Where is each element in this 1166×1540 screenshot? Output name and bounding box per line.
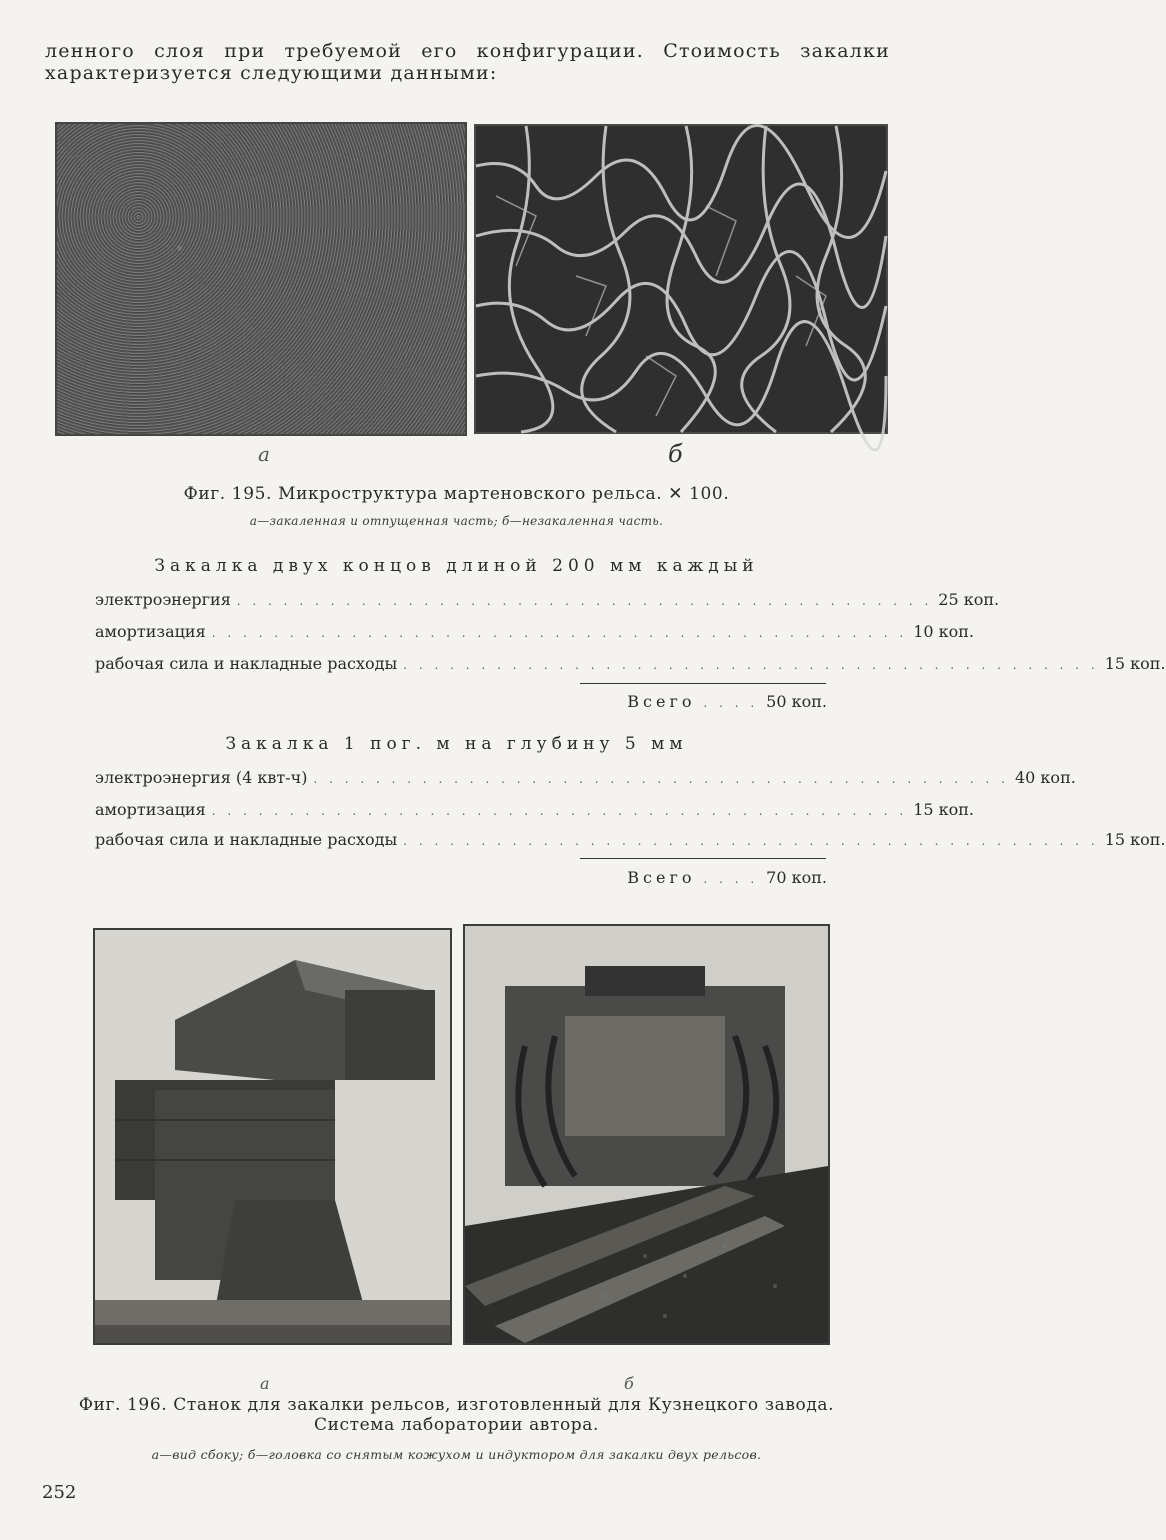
fig195-subcaption: а—закаленная и отпущенная часть; б—незакаленная часть.: [249, 514, 664, 528]
leader-dots: . . . .: [703, 696, 759, 710]
table1-title: Закалка двух концов длиной 200 мм каждый: [154, 556, 759, 576]
table2-total: [627, 868, 827, 887]
total-amount: 50 коп.: [766, 692, 827, 711]
fig196-label-a: а: [260, 1374, 270, 1393]
row-amount: 25 коп.: [938, 590, 1000, 609]
fig196-subcaption: а—вид сбоку; б—головка со снятым кожухом и индуктором для закалки двух рельсов.: [151, 1447, 762, 1462]
row-amount: 40 коп.: [1014, 768, 1076, 787]
row-label: амортизация: [95, 800, 206, 819]
row-label: электроэнергия: [95, 590, 231, 609]
table2-title: Закалка 1 пог. м на глубину 5 мм: [225, 734, 688, 754]
leader-dots: . . . . . . . . . . . . . . . . . . . . . . . . . . . . . . . . . . . . . . . . . . . . .: [211, 626, 908, 640]
table2-row: [95, 830, 1166, 854]
machine-head-image: [465, 926, 828, 1343]
table1-total: [627, 692, 827, 711]
fig195-label-b: б: [668, 440, 683, 468]
fig196-caption-line1: Фиг. 196. Станок для закалки рельсов, изготовленный для Кузнецкого завода.: [78, 1395, 835, 1415]
row-amount: 15 коп.: [913, 800, 975, 819]
grain-boundaries-image: [476, 126, 886, 432]
fig195-label-a: а: [258, 442, 270, 466]
row-amount: 10 коп.: [913, 622, 975, 641]
leader-dots: . . . .: [703, 872, 759, 886]
fig196-caption: [0, 1395, 913, 1435]
total-label: Всего: [627, 868, 696, 887]
leader-dots: . . . . . . . . . . . . . . . . . . . . . . . . . . . . . . . . . . . . . . . . . . . . .: [313, 772, 1009, 786]
table1-row: [95, 622, 975, 646]
machine-side-image: [95, 930, 450, 1343]
row-amount: 15 коп.: [1104, 654, 1166, 673]
intro-paragraph: ленного слоя при требуемой его конфигурации. Стоимость закалки характеризуется следующими данными:: [45, 40, 890, 84]
row-label: амортизация: [95, 622, 206, 641]
total-rule: [580, 858, 826, 859]
row-amount: 15 коп.: [1104, 830, 1166, 849]
micrograph-unhardened: [474, 124, 888, 434]
row-label: рабочая сила и накладные расходы: [95, 830, 398, 849]
table1-row: [95, 590, 1000, 614]
machine-head-photo: [463, 924, 830, 1345]
row-label: электроэнергия (4 квт-ч): [95, 768, 308, 787]
leader-dots: . . . . . . . . . . . . . . . . . . . . . . . . . . . . . . . . . . . . . . . . . . . . .: [403, 834, 1099, 848]
leader-dots: . . . . . . . . . . . . . . . . . . . . . . . . . . . . . . . . . . . . . . . . . . . . .: [236, 594, 933, 608]
row-label: рабочая сила и накладные расходы: [95, 654, 398, 673]
fig195-caption: Фиг. 195. Микроструктура мартеновского рельса. ✕ 100.: [183, 484, 730, 504]
micrograph-hardened: [55, 122, 467, 436]
total-label: Всего: [627, 692, 696, 711]
table1-row: [95, 654, 1166, 678]
leader-dots: . . . . . . . . . . . . . . . . . . . . . . . . . . . . . . . . . . . . . . . . . . . . .: [211, 804, 908, 818]
table2-row: [95, 768, 1076, 792]
fig196-label-b: б: [624, 1374, 634, 1393]
fig196-caption-line2: Система лаборатории автора.: [313, 1415, 600, 1435]
page-number: 252: [42, 1482, 77, 1503]
table2-row: [95, 800, 975, 824]
total-amount: 70 коп.: [766, 868, 827, 887]
leader-dots: . . . . . . . . . . . . . . . . . . . . . . . . . . . . . . . . . . . . . . . . . . . . .: [403, 658, 1099, 672]
total-rule: [580, 683, 826, 684]
machine-side-view-photo: [93, 928, 452, 1345]
